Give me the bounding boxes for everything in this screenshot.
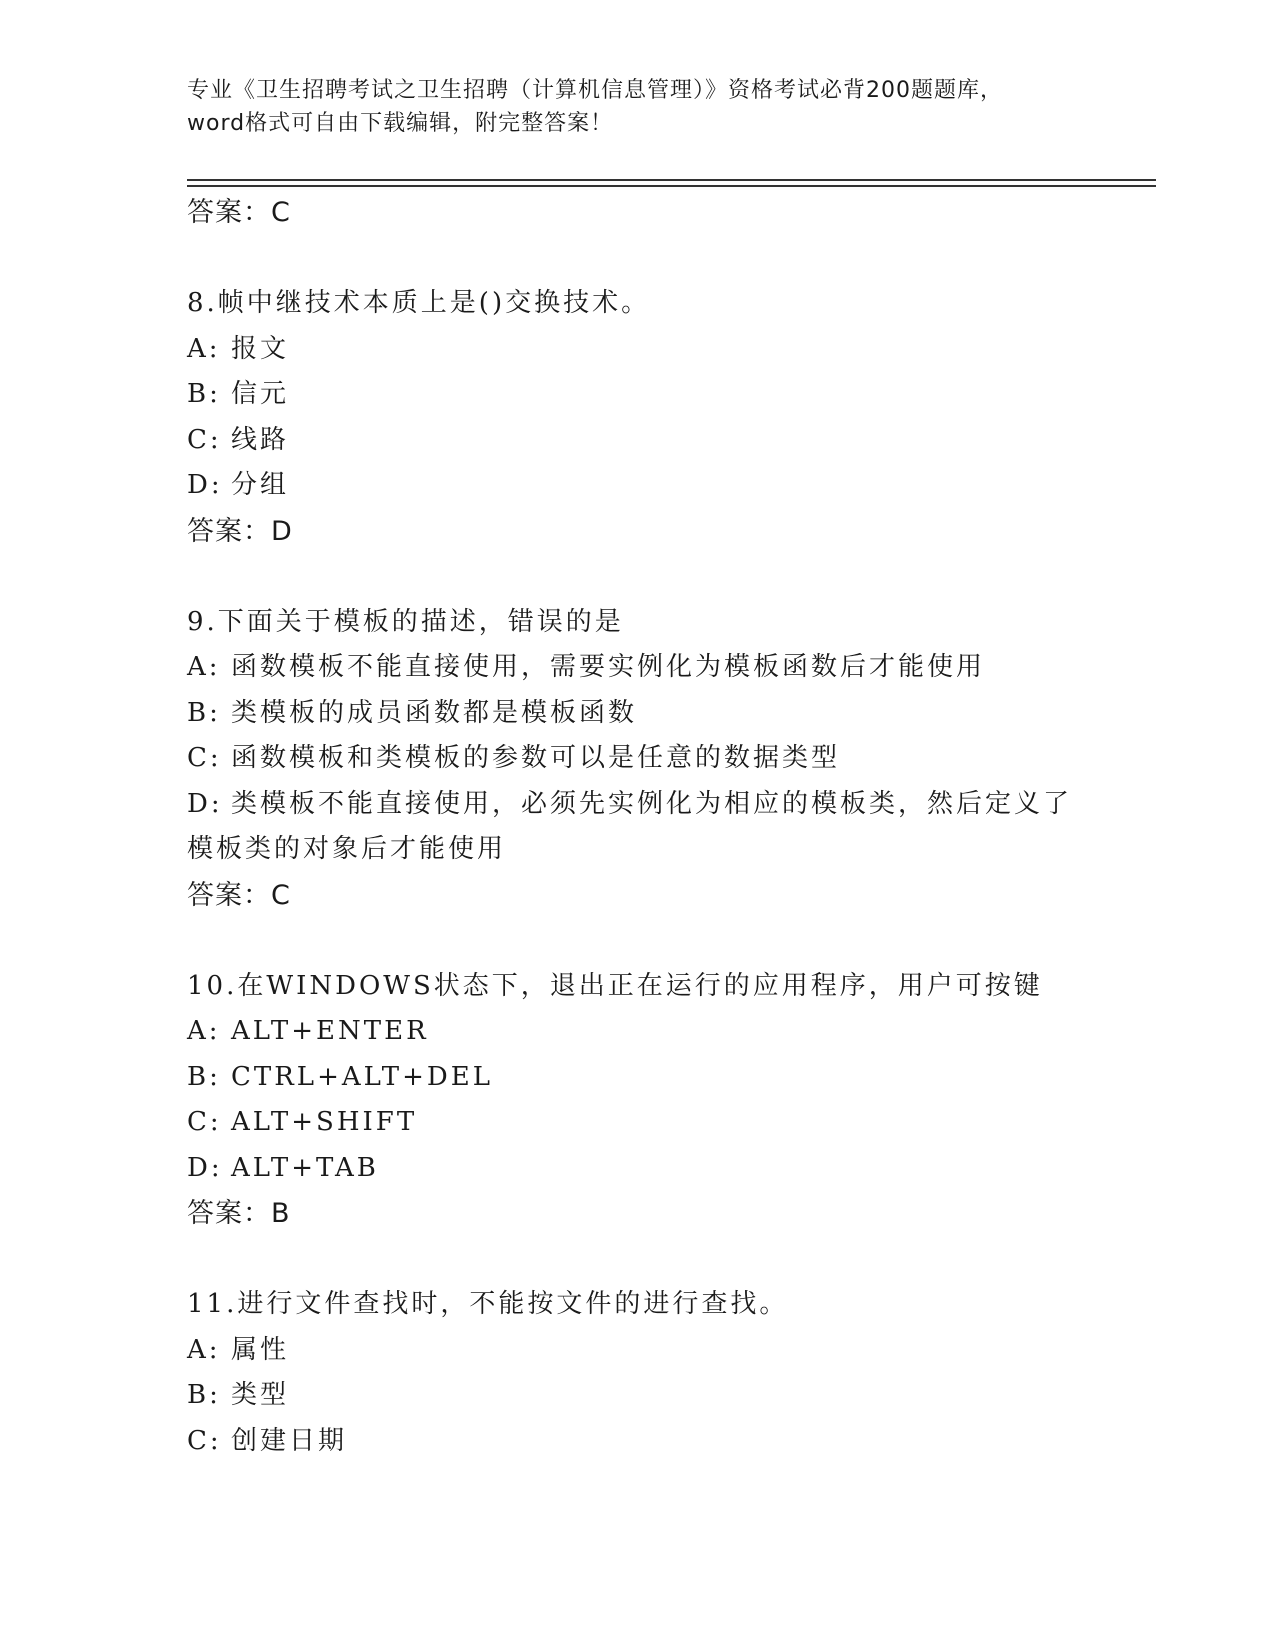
option-item — [187, 418, 1087, 464]
answer-line: 答案：B — [187, 1198, 291, 1229]
option-letter: B: — [187, 1061, 221, 1092]
option-letter: C: — [187, 743, 222, 773]
header-divider-top — [187, 179, 1156, 181]
option-letter: C: — [187, 424, 222, 455]
option-text: 类模板的成员函数都是模板函数 — [231, 697, 638, 728]
question-text: 11.进行文件查找时，不能按文件的进行查找。 — [187, 1289, 789, 1319]
option-item — [187, 372, 1087, 418]
question-text: 9.下面关于模板的描述，错误的是 — [187, 606, 624, 637]
question-text: 10.在WINDOWS状态下，退出正在运行的应用程序，用户可按键 — [187, 970, 1043, 1001]
option-item — [187, 463, 1087, 509]
option-letter: B: — [187, 379, 221, 409]
option-text: 类模板不能直接使用，必须先实例化为相应的模板类，然后定义了 — [231, 788, 1073, 819]
option-text: CTRL+ALT+DEL — [231, 1061, 494, 1092]
option-text: 信元 — [231, 379, 290, 409]
option-item — [187, 782, 1087, 828]
option-item — [187, 1419, 1087, 1465]
answer-line: 答案：C — [187, 197, 291, 228]
option-item — [187, 1055, 1087, 1101]
option-item — [187, 1100, 1087, 1146]
option-letter: D: — [187, 1152, 223, 1183]
option-item — [187, 1328, 1087, 1374]
option-item — [187, 1009, 1087, 1055]
document-header — [187, 74, 1087, 140]
option-item — [187, 327, 1087, 373]
option-letter: A: — [187, 1334, 221, 1365]
option-letter: A: — [187, 652, 221, 682]
option-continuation: 模板类的对象后才能使用 — [187, 834, 507, 864]
option-text: 函数模板和类模板的参数可以是任意的数据类型 — [231, 743, 841, 773]
option-letter: C: — [187, 1425, 222, 1456]
option-text: 创建日期 — [231, 1425, 348, 1456]
header-title-line-1: 专业《卫生招聘考试之卫生招聘（计算机信息管理）》资格考试必背200题题库， — [187, 78, 1003, 103]
option-letter: D: — [187, 788, 223, 819]
answer-line: 答案：C — [187, 879, 291, 911]
option-item — [187, 1146, 1087, 1192]
option-item — [187, 645, 1087, 691]
question-item — [187, 1282, 1087, 1464]
option-item — [187, 691, 1087, 737]
question-text: 8.帧中继技术本质上是()交换技术。 — [187, 288, 651, 318]
option-letter: B: — [187, 697, 221, 728]
header-divider-bottom — [187, 185, 1156, 187]
option-text: 类型 — [231, 1380, 290, 1410]
option-text: ALT+ENTER — [231, 1016, 429, 1046]
question-item — [187, 964, 1087, 1237]
answer-line: 答案：D — [187, 515, 293, 547]
question-item — [187, 600, 1087, 919]
option-letter: D: — [187, 470, 223, 500]
question-item — [187, 281, 1087, 554]
option-text: 报文 — [231, 333, 290, 364]
option-text: 分组 — [231, 470, 290, 500]
option-text: 函数模板不能直接使用，需要实例化为模板函数后才能使用 — [231, 652, 986, 682]
option-text: 线路 — [231, 424, 290, 455]
option-letter: B: — [187, 1380, 221, 1410]
option-text: ALT+TAB — [231, 1152, 379, 1183]
option-text: ALT+SHIFT — [231, 1107, 418, 1137]
option-item — [187, 736, 1087, 782]
option-letter: A: — [187, 333, 221, 364]
option-letter: A: — [187, 1016, 221, 1046]
option-text: 属性 — [231, 1334, 290, 1365]
option-letter: C: — [187, 1107, 222, 1137]
header-title-line-2: word格式可自由下载编辑，附完整答案！ — [187, 111, 614, 136]
question-list — [187, 190, 1087, 1464]
option-item — [187, 1373, 1087, 1419]
